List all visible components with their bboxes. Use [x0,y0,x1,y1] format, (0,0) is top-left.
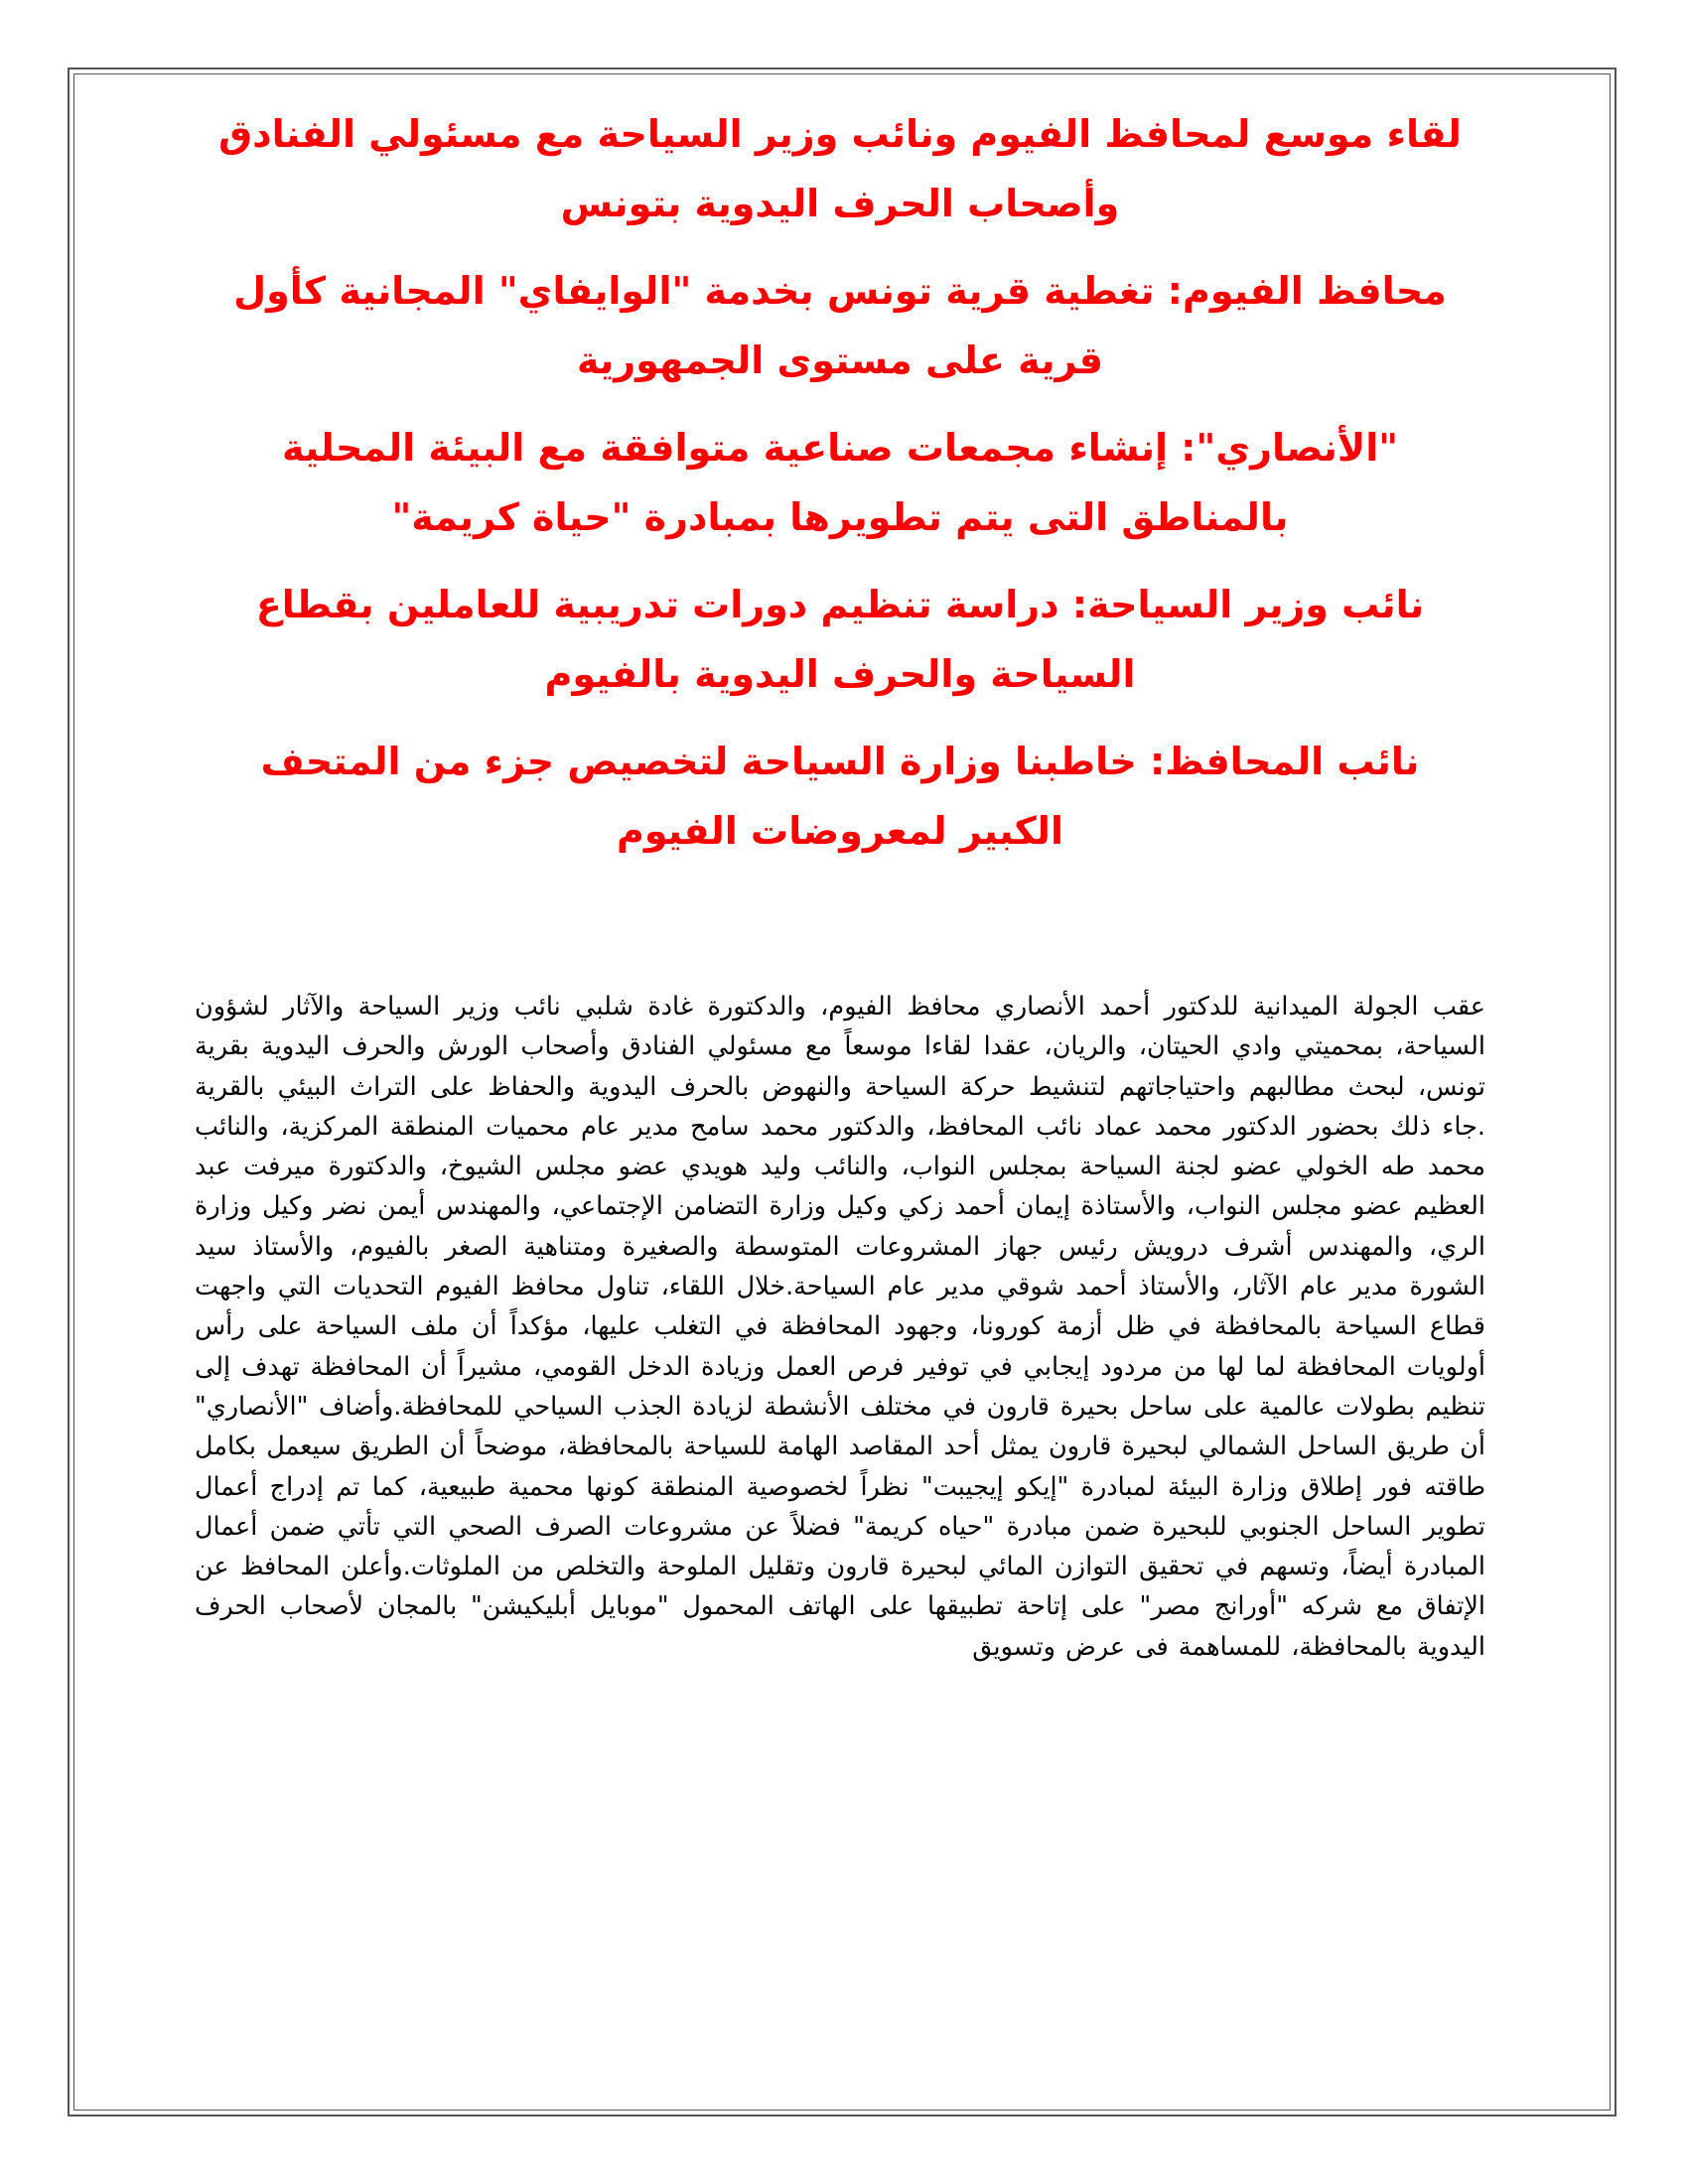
headline-5: نائب المحافظ: خاطبنا وزارة السياحة لتخصيص جزء من المتحف الكبير لمعروضات الفيوم [260,740,1420,853]
article-body-paragraph: عقب الجولة الميدانية للدكتور أحمد الأنصاري محافظ الفيوم، والدكتورة غادة شلبي نائب وزير السياحة والآثار لشؤون السياحة، بمحميتي وادي الحيتان، والريان، عقدا لقاءا موسعاً مع مسئولي الفنادق وأصحاب الورش والحرف اليدوية بقرية تونس، لبحث مطالبهم واحتياجاتهم لتنشيط حركة السياحة والنهوض بالحرف اليدوية والحفاظ على التراث البيئي بالقرية .جاء ذلك بحضور الدكتور محمد عماد نائب المحافظ، والدكتور محمد سامح مدير عام محميات المنطقة المركزية، والنائب محمد طه الخولي عضو لجنة السياحة بمجلس النواب، والنائب وليد هويدي عضو مجلس الشيوخ، والدكتورة ميرفت عبد العظيم عضو مجلس النواب، والأستاذة إيمان أحمد زكي وكيل وزارة التضامن الإجتماعي، والمهندس أيمن نضر وكيل وزارة الري، والمهندس أشرف درويش رئيس جهاز المشروعات المتوسطة والصغيرة ومتناهية الصغر بالفيوم، والأستاذ سيد الشورة مدير عام الآثار، والأستاذ أحمد شوقي مدير عام السياحة.خلال اللقاء، تناول محافظ الفيوم التحديات التي واجهت قطاع السياحة بالمحافظة في ظل أزمة كورونا، وجهود المحافظة في التغلب عليها، مؤكداً أن ملف السياحة على رأس أولويات المحافظة لما لها من مردود إيجابي في توفير فرص العمل وزيادة الدخل القومي، مشيراً أن المحافظة تهدف إلى تنظيم بطولات عالمية على ساحل بحيرة قارون في مختلف الأنشطة لزيادة الجذب السياحي للمحافظة.وأضاف "الأنصاري" أن طريق الساحل الشمالي لبحيرة قارون يمثل أحد المقاصد الهامة للسياحة بالمحافظة، موضحاً أن الطريق سيعمل بكامل طاقته فور إطلاق وزارة البيئة لمبادرة "إيكو إيجيبت" نظراً لخصوصية المنطقة كونها محمية طبيعية، كما تم إدراج أعمال تطوير الساحل الجنوبي للبحيرة ضمن مبادرة "حياه كريمة" فضلاً عن مشروعات الصرف الصحي التي تأتي ضمن أعمال المبادرة أيضاً، وتسهم في تحقيق التوازن المائي لبحيرة قارون وتقليل الملوحة والتخلص من الملوثات.وأعلن المحافظ عن الإتفاق مع شركه "أورانج مصر" على إتاحة تطبيقها على الهاتف المحمول "موبايل أبليكيشن" بالمجان لأصحاب الحرف اليدوية بالمحافظة، للمساهمة فى عرض وتسويق [195,992,1485,1662]
headline-3: "الأنصاري": إنشاء مجمعات صناعية متوافقة مع البيئة المحلية بالمناطق التى يتم تطويرها بمبادرة "حياة كريمة" [281,426,1399,539]
headline-1: لقاء موسع لمحافظ الفيوم ونائب وزير السياحة مع مسئولي الفنادق وأصحاب الحرف اليدوية بتونس [218,112,1462,225]
article [195,99,1485,1693]
headline-4: نائب وزير السياحة: دراسة تنظيم دورات تدريبية للعاملين بقطاع السياحة والحرف اليدوية بالفيوم [255,583,1425,696]
headline-2: محافظ الفيوم: تغطية قرية تونس بخدمة "الوايفاي" المجانية كأول قرية على مستوى الجمهورية [233,269,1447,382]
